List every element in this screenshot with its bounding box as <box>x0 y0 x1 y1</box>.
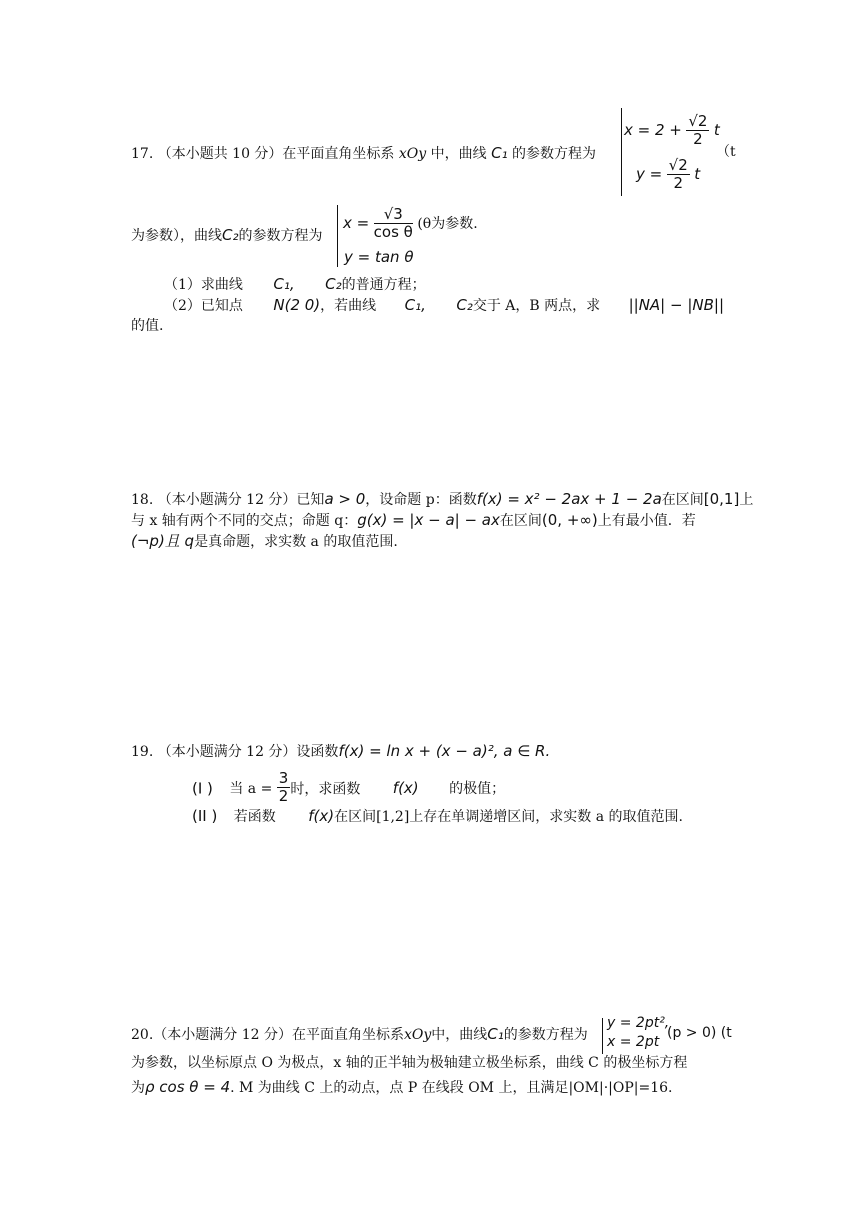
q17-part2-a: （2）已知点 <box>164 298 243 314</box>
q17-part2 <box>164 296 724 316</box>
q20-line3-a: 为 <box>131 1080 145 1096</box>
q20-line1-a: 20.（本小题满分 12 分）在平面直角坐标系 <box>131 1027 404 1043</box>
q18-cond: a > 0 <box>324 490 366 508</box>
q19-part2 <box>192 807 683 827</box>
q17-line2 <box>131 226 323 246</box>
q17-system2-brace <box>337 205 338 267</box>
q20-c1: C₁ <box>487 1025 504 1043</box>
q18-line2-b: 在区间 <box>499 513 542 529</box>
q20-sys-y: y = 2pt², <box>607 1015 670 1031</box>
q17-part1-a: （1）求曲线 <box>164 277 243 293</box>
q17-part2-c2: C₂ <box>456 296 473 314</box>
q19-part2-a: 若函数 <box>233 809 276 825</box>
q17-sys1-num-x: √2 <box>688 112 708 130</box>
q20-line3-b: . M 为曲线 C 上的动点，点 P 在线段 OM 上，且满足|OM|·|OP|=16. <box>230 1080 673 1096</box>
q20-line1-b: 中，曲线 <box>431 1027 488 1043</box>
q20-sys-cond: (p > 0) (t <box>667 1025 732 1041</box>
q19-part1-num: 3 <box>278 769 289 787</box>
q17-line2-b: 的参数方程为 <box>238 228 323 244</box>
q17-part2-b: ，若曲线 <box>320 298 377 314</box>
q17-sys1-den-y: 2 <box>673 174 683 193</box>
q19-part2-f: f(x) <box>308 807 335 825</box>
q17-c2: C₂ <box>222 226 239 244</box>
q18-line2-c: 上有最小值．若 <box>597 513 696 529</box>
q17-system1-y <box>636 157 700 193</box>
q18-line3-b: 是真命题，求实数 a 的取值范围. <box>194 534 398 550</box>
q18-line1-b: ，设命题 p：函数 <box>365 492 477 508</box>
q17-line1 <box>131 144 596 164</box>
q17-system1-x <box>624 113 720 149</box>
q17-number: 17. <box>131 146 154 162</box>
q17-sys1-y-lhs: y = <box>636 164 663 183</box>
q19-part1-label: (I ) <box>192 779 213 798</box>
q17-sys2-y: y = tan θ <box>344 248 414 266</box>
q17-sys2-frac <box>374 206 413 242</box>
q20-eq: ρ cos θ = 4 <box>145 1078 231 1096</box>
q20-line1-c: 的参数方程为 <box>503 1027 588 1043</box>
q20-xoy: xOy <box>403 1027 432 1043</box>
q17-sys1-t-y: t <box>694 164 701 183</box>
q18-interval2: (0, +∞) <box>541 511 598 529</box>
q17-part1-c2: C₂ <box>325 275 342 293</box>
q19-part1-f: f(x) <box>392 779 419 798</box>
q19-part1 <box>192 770 505 806</box>
q18-line1 <box>131 490 753 510</box>
q17-header: （本小题共 10 分）在平面直角坐标系 <box>157 146 395 162</box>
q18-line1-d: 上 <box>739 492 754 508</box>
q17-sys1-frac-x <box>686 113 709 149</box>
q17-xoy: xOy <box>398 146 427 162</box>
q17-sys1-x-lhs: x = 2 + <box>624 120 682 139</box>
q18-f: f(x) = x² − 2ax + 1 − 2a <box>476 490 662 508</box>
q18-line2 <box>131 511 696 531</box>
q17-part2-c: 交于 A，B 两点，求 <box>472 298 601 314</box>
q17-sys2-note: (θ为参数. <box>417 215 478 232</box>
q18-line1-a: 18. （本小题满分 12 分）已知 <box>131 492 325 508</box>
q17-sys2-den: cos θ <box>373 223 413 242</box>
q17-part2-c1: C₁, <box>404 296 426 314</box>
q17-sys1-den-x: 2 <box>693 130 703 149</box>
q20-sys-x: x = 2pt <box>607 1034 660 1050</box>
q20-line2: 为参数，以坐标原点 O 为极点，x 轴的正半轴为极轴建立极坐标系，曲线 C 的极坐标方程 <box>131 1055 688 1071</box>
q19-part2-b: 在区间[1,2]上存在单调递增区间，求实数 a 的取值范围. <box>334 809 683 825</box>
q17-sys1-num-y: √2 <box>668 156 688 174</box>
q17-part1-c1: C₁, <box>273 275 295 293</box>
q18-interval1: [0,1] <box>703 490 740 508</box>
q17-mid: 中，曲线 <box>430 146 487 162</box>
q17-param-text: 的参数方程为 <box>512 146 597 162</box>
q17-system2-x <box>343 206 478 242</box>
q17-part2-n: N(2 0) <box>273 296 321 314</box>
q19-part1-frac <box>277 770 291 806</box>
q18-g: g(x) = |x − a| − ax <box>357 511 500 529</box>
q19-line1 <box>131 742 550 762</box>
q19-part1-a: 当 a = <box>229 781 273 798</box>
q20-line3 <box>131 1078 672 1098</box>
q17-system1-brace <box>621 108 622 196</box>
q18-expr: (¬p)且 q <box>131 532 195 550</box>
q19-part1-b: 时，求函数 <box>290 781 361 798</box>
q17-part2-expr: ||NA| − |NB|| <box>628 296 725 314</box>
q17-sys2-x-lhs: x = <box>343 213 370 232</box>
q18-line2-a: 与 x 轴有两个不同的交点；命题 q： <box>131 513 358 529</box>
q17-part1 <box>164 275 426 295</box>
q19-part1-den: 2 <box>278 787 289 806</box>
q18-line3 <box>131 532 398 552</box>
q17-part1-b: 的普通方程； <box>341 277 426 293</box>
q17-tail-paren: （t <box>716 144 736 160</box>
q19-line1-a: 19. （本小题满分 12 分）设函数 <box>131 744 339 760</box>
q17-sys1-frac-y <box>667 157 690 193</box>
q19-f: f(x) = ln x + (x − a)², a ∈ R. <box>338 742 551 760</box>
q17-part2-end: 的值. <box>131 318 164 334</box>
q19-part2-label: (II ) <box>192 807 218 825</box>
q19-part1-c: 的极值； <box>449 781 506 798</box>
q17-c1: C₁ <box>491 144 508 162</box>
q18-line1-c: 在区间 <box>661 492 704 508</box>
q20-line1 <box>131 1025 588 1045</box>
q17-sys1-t-x: t <box>713 120 720 139</box>
q20-system-brace <box>602 1018 603 1054</box>
q17-line2-a: 为参数），曲线 <box>131 228 222 244</box>
q17-sys2-num: √3 <box>374 206 413 224</box>
